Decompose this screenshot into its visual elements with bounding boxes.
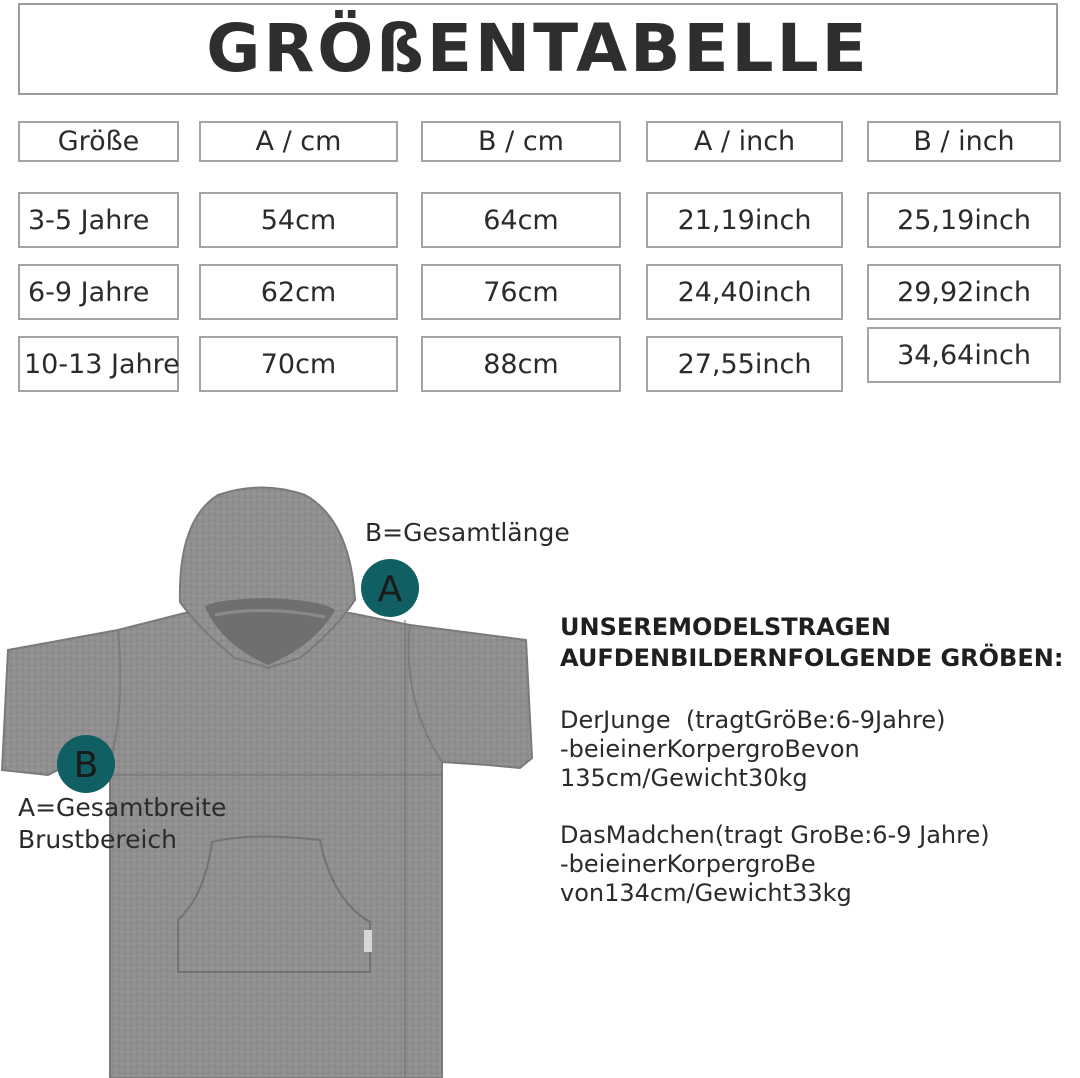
label-chest-width-line1: A=Gesamtbreite <box>18 793 227 822</box>
table-cell-a-inch: 27,55inch <box>646 336 843 392</box>
table-cell-size: 3-5 Jahre <box>18 192 179 248</box>
table-cell-a-cm: 70cm <box>199 336 398 392</box>
models-heading-line1: UNSEREMODELSTRAGEN <box>560 613 891 641</box>
boy-model-line1: DerJunge (tragtGröBe:6-9Jahre) <box>560 706 946 734</box>
label-chest-width-line2: Brustbereich <box>18 825 177 854</box>
girl-model-info <box>560 821 990 908</box>
girl-model-line2: -beieinerKorpergroBe <box>560 850 816 878</box>
table-cell-a-inch: 21,19inch <box>646 192 843 248</box>
table-cell-b-inch: 25,19inch <box>867 192 1061 248</box>
label-chest-width <box>18 792 226 856</box>
girl-model-line1: DasMadchen(tragt GroBe:6-9 Jahre) <box>560 821 990 849</box>
label-total-length: B=Gesamtlänge <box>365 518 570 547</box>
table-cell-b-inch: 34,64inch <box>867 327 1061 383</box>
boy-model-info <box>560 706 945 793</box>
header-a-inch: A / inch <box>646 121 843 162</box>
girl-model-line3: von134cm/Gewicht33kg <box>560 879 852 907</box>
table-cell-b-inch: 29,92inch <box>867 264 1061 320</box>
header-a-cm: A / cm <box>199 121 398 162</box>
page-title: GRÖßENTABELLE <box>206 10 870 87</box>
badge-b-letter: B <box>73 745 99 786</box>
boy-model-line3: 135cm/Gewicht30kg <box>560 764 808 792</box>
table-cell-size: 6-9 Jahre <box>18 264 179 320</box>
badge-a-letter: A <box>377 569 403 610</box>
header-b-inch: B / inch <box>867 121 1061 162</box>
models-heading-line2: AUFDENBILDERNFOLGENDE GRÖBEN: <box>560 644 1064 672</box>
table-cell-b-cm: 88cm <box>421 336 621 392</box>
boy-model-line2: -beieinerKorpergroBevon <box>560 735 860 763</box>
table-cell-size: 10-13 Jahre <box>18 336 179 392</box>
table-cell-a-inch: 24,40inch <box>646 264 843 320</box>
header-size: Größe <box>18 121 179 162</box>
table-cell-a-cm: 62cm <box>199 264 398 320</box>
hooded-poncho-illustration <box>0 480 545 1078</box>
table-cell-b-cm: 76cm <box>421 264 621 320</box>
models-heading <box>560 612 1063 674</box>
header-b-cm: B / cm <box>421 121 621 162</box>
table-cell-a-cm: 54cm <box>199 192 398 248</box>
title-box <box>18 3 1058 95</box>
table-cell-b-cm: 64cm <box>421 192 621 248</box>
